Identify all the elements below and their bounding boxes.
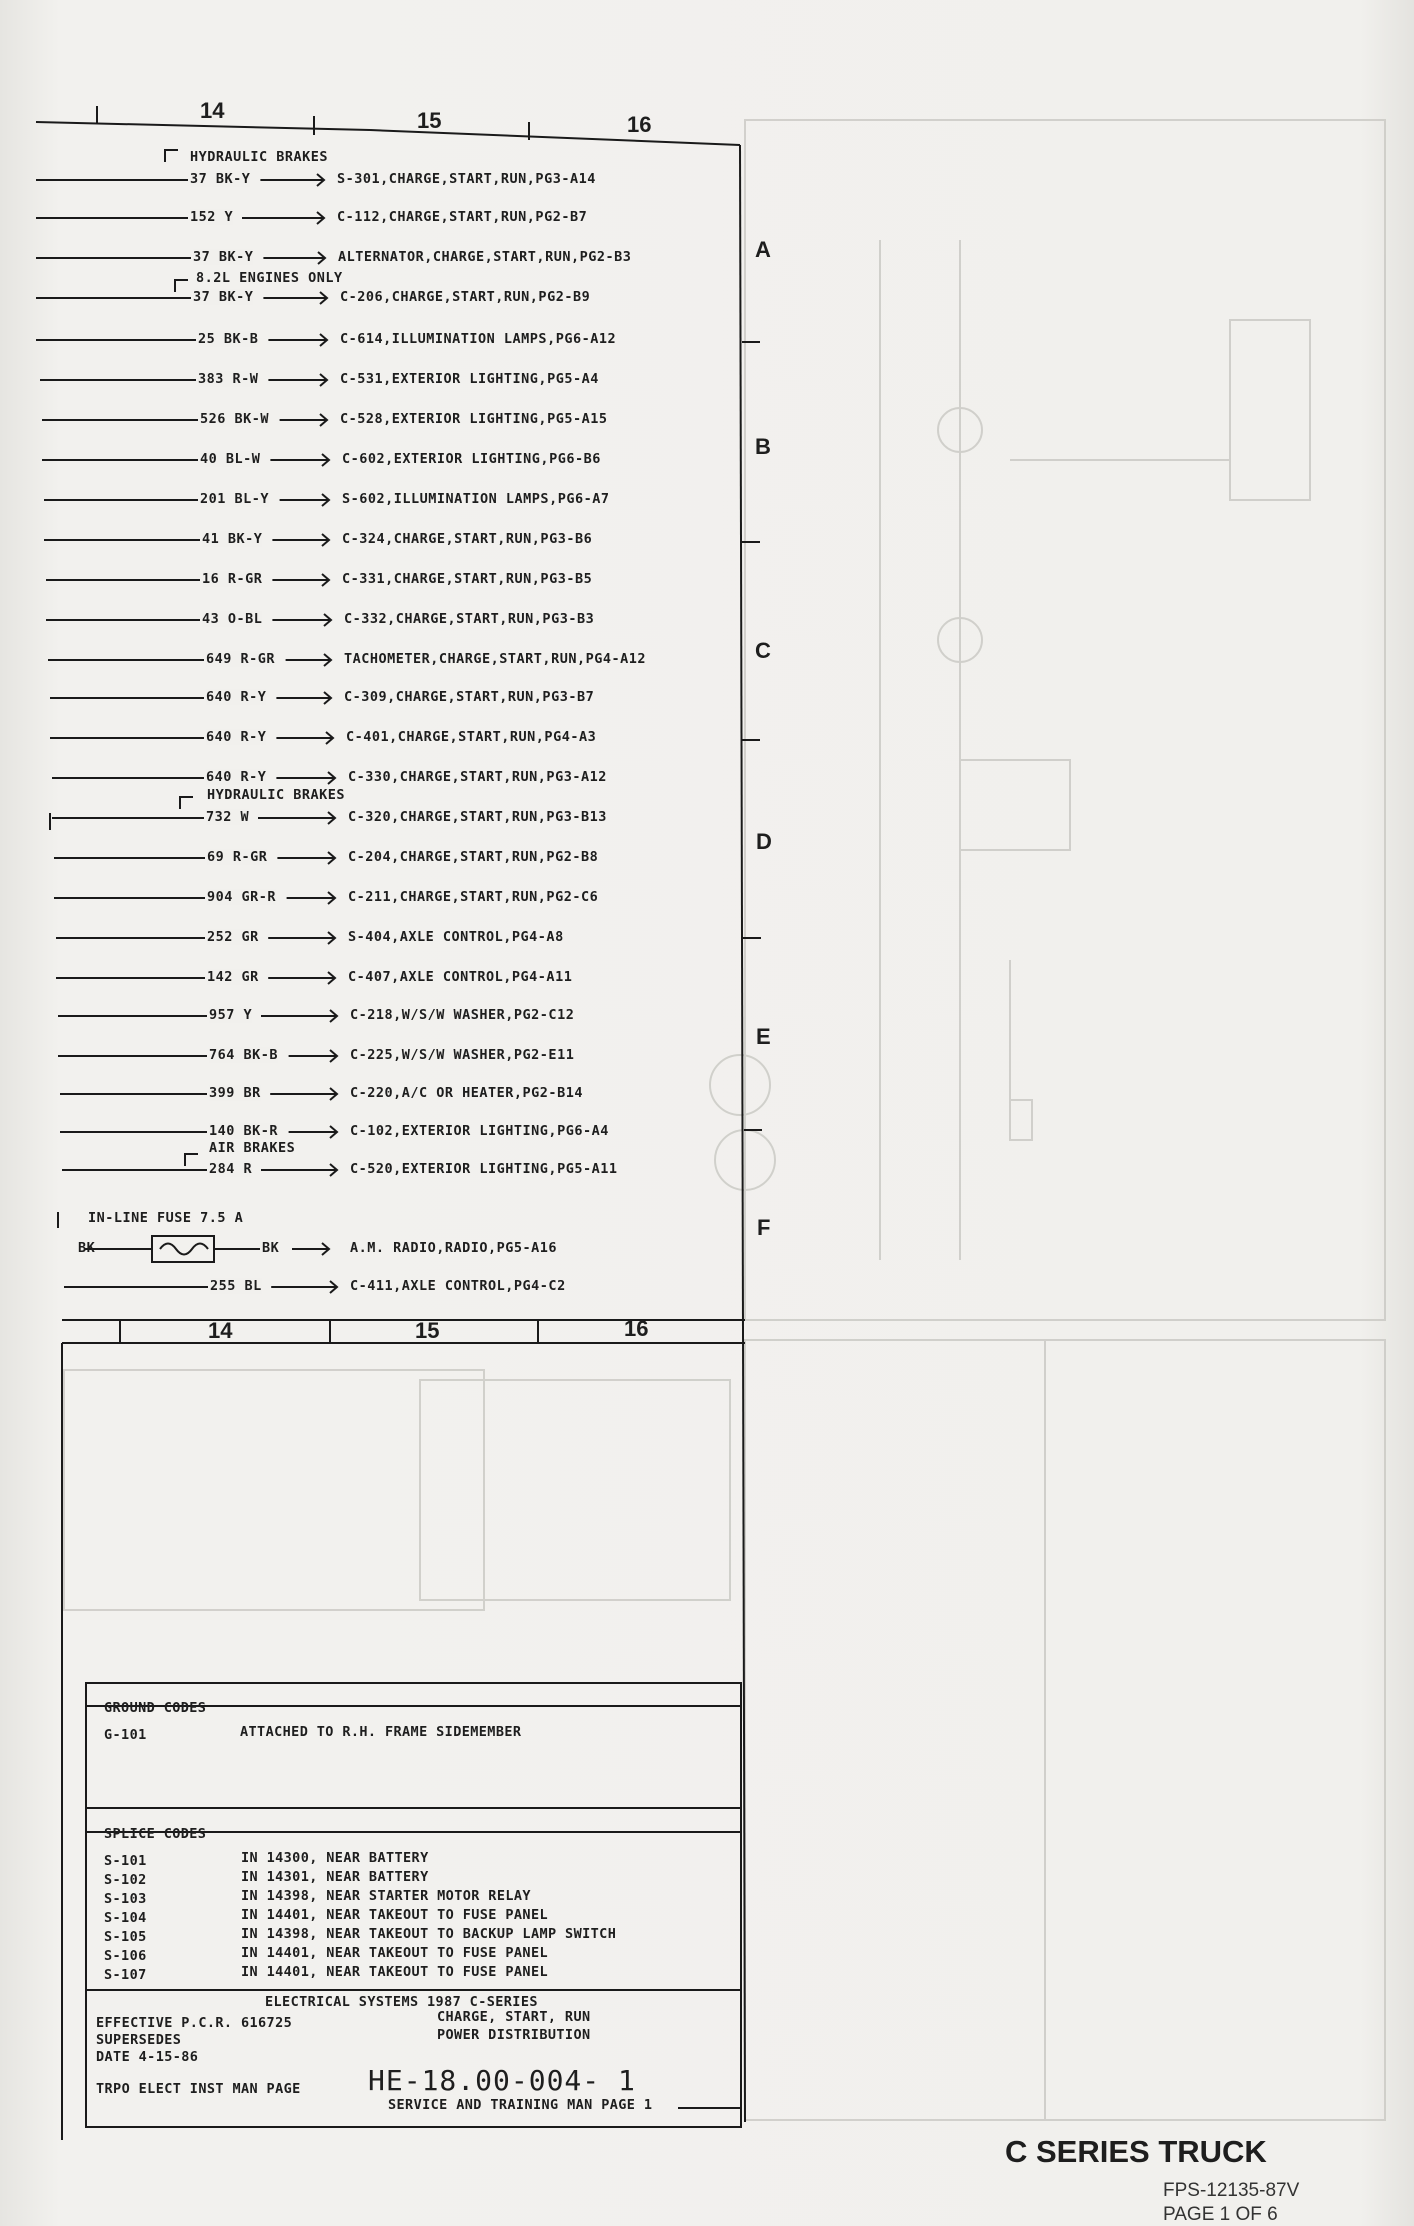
note-bracket — [180, 797, 193, 809]
wire-code: 43 O-BL — [202, 611, 263, 627]
circuit-destination: C-614,ILLUMINATION LAMPS,PG6-A12 — [340, 331, 617, 347]
splice-codes-title: SPLICE CODES — [104, 1826, 207, 1842]
circuit-destination: TACHOMETER,CHARGE,START,RUN,PG4-A12 — [344, 651, 646, 667]
subject-line-2: POWER DISTRIBUTION — [437, 2027, 591, 2043]
circuit-destination: C-401,CHARGE,START,RUN,PG4-A3 — [346, 729, 597, 745]
wire-code: 25 BK-B — [198, 331, 259, 347]
note-bracket — [175, 280, 188, 292]
wire-code: 640 R-Y — [206, 729, 267, 745]
wire-code: 255 BL — [210, 1278, 262, 1294]
splice-code: S-106 — [104, 1948, 147, 1964]
splice-code: S-104 — [104, 1910, 147, 1926]
splice-code-desc: IN 14401, NEAR TAKEOUT TO FUSE PANEL — [241, 1964, 548, 1980]
circuit-destination: C-320,CHARGE,START,RUN,PG3-B13 — [348, 809, 607, 825]
circuit-destination: C-411,AXLE CONTROL,PG4-C2 — [350, 1278, 566, 1294]
wire-code: 140 BK-R — [209, 1123, 279, 1139]
row-label: A — [755, 237, 771, 262]
circuit-destination: C-324,CHARGE,START,RUN,PG3-B6 — [342, 531, 593, 547]
splice-code-desc: IN 14398, NEAR TAKEOUT TO BACKUP LAMP SWITCH — [241, 1926, 617, 1942]
wire-code: 526 BK-W — [200, 411, 270, 427]
splice-code-desc: IN 14401, NEAR TAKEOUT TO FUSE PANEL — [241, 1907, 548, 1923]
note-bracket — [165, 150, 178, 162]
wire-code: 37 BK-Y — [193, 249, 254, 265]
splice-code-desc: IN 14300, NEAR BATTERY — [241, 1850, 429, 1866]
circuit-destination: C-528,EXTERIOR LIGHTING,PG5-A15 — [340, 411, 608, 427]
wire-code: 69 R-GR — [207, 849, 268, 865]
row-label: C — [755, 638, 771, 663]
page-number: HE-18.00-004- 1 — [368, 2064, 636, 2097]
row-label: B — [755, 434, 771, 459]
circuit-destination: C-602,EXTERIOR LIGHTING,PG6-B6 — [342, 451, 601, 467]
subject-line-1: CHARGE, START, RUN — [437, 2009, 591, 2025]
circuit-destination: C-309,CHARGE,START,RUN,PG3-B7 — [344, 689, 595, 705]
document-code: FPS-12135-87V — [1163, 2180, 1300, 2201]
supersedes: SUPERSEDES — [96, 2032, 182, 2048]
circuit-destination: C-332,CHARGE,START,RUN,PG3-B3 — [344, 611, 595, 627]
wire-code: 142 GR — [207, 969, 259, 985]
circuit-destination: C-331,CHARGE,START,RUN,PG3-B5 — [342, 571, 593, 587]
wire-code: 764 BK-B — [209, 1047, 279, 1063]
wire-code: 152 Y — [190, 209, 234, 225]
document-page: PAGE 1 OF 6 — [1163, 2204, 1278, 2225]
circuit-destination: C-204,CHARGE,START,RUN,PG2-B8 — [348, 849, 599, 865]
wire-code: 16 R-GR — [202, 571, 263, 587]
circuit-destination: C-407,AXLE CONTROL,PG4-A11 — [348, 969, 573, 985]
wire-code: 649 R-GR — [206, 651, 276, 667]
splice-code-desc: IN 14398, NEAR STARTER MOTOR RELAY — [241, 1888, 531, 1904]
wire-code: 640 R-Y — [206, 689, 267, 705]
wire-code: 41 BK-Y — [202, 531, 263, 547]
inline-fuse-symbol — [152, 1236, 214, 1262]
circuit-destination: ALTERNATOR,CHARGE,START,RUN,PG2-B3 — [338, 249, 632, 265]
title-block-header: ELECTRICAL SYSTEMS 1987 C-SERIES — [265, 1994, 538, 2010]
issue-date: DATE 4-15-86 — [96, 2049, 199, 2065]
splice-code: S-105 — [104, 1929, 147, 1945]
circuit-destination: C-206,CHARGE,START,RUN,PG2-B9 — [340, 289, 591, 305]
wire-code: 37 BK-Y — [193, 289, 254, 305]
row-label: D — [756, 829, 772, 854]
column-label-bottom: 14 — [208, 1318, 233, 1343]
ground-codes-title: GROUND CODES — [104, 1700, 207, 1716]
wire-code: 957 Y — [209, 1007, 253, 1023]
circuit-destination: C-531,EXTERIOR LIGHTING,PG5-A4 — [340, 371, 599, 387]
circuit-destination: C-218,W/S/W WASHER,PG2-C12 — [350, 1007, 575, 1023]
trpo-manual-label: TRPO ELECT INST MAN PAGE — [96, 2081, 301, 2097]
note-engines: 8.2L ENGINES ONLY — [196, 270, 343, 286]
row-label: F — [757, 1215, 771, 1240]
circuit-destination: S-602,ILLUMINATION LAMPS,PG6-A7 — [342, 491, 610, 507]
circuit-destination: S-404,AXLE CONTROL,PG4-A8 — [348, 929, 564, 945]
circuit-destination: A.M. RADIO,RADIO,PG5-A16 — [350, 1240, 558, 1256]
circuit-destination: S-301,CHARGE,START,RUN,PG3-A14 — [337, 171, 596, 187]
row-label: E — [756, 1024, 771, 1049]
wire-code: 252 GR — [207, 929, 259, 945]
note-hydraulic-brakes: HYDRAULIC BRAKES — [190, 149, 329, 165]
note-bracket — [185, 1154, 198, 1166]
splice-code: S-103 — [104, 1891, 147, 1907]
circuit-destination: C-520,EXTERIOR LIGHTING,PG5-A11 — [350, 1161, 618, 1177]
note-hydraulic-brakes: HYDRAULIC BRAKES — [207, 787, 346, 803]
wire-code: 201 BL-Y — [200, 491, 270, 507]
column-label-bottom: 15 — [415, 1318, 440, 1343]
wire-code: 732 W — [206, 809, 250, 825]
wire-code: 399 BR — [209, 1085, 261, 1101]
ground-code-desc: ATTACHED TO R.H. FRAME SIDEMEMBER — [240, 1724, 522, 1740]
splice-code-desc: IN 14301, NEAR BATTERY — [241, 1869, 429, 1885]
circuit-destination: C-102,EXTERIOR LIGHTING,PG6-A4 — [350, 1123, 609, 1139]
splice-code: S-102 — [104, 1872, 147, 1888]
circuit-destination: C-112,CHARGE,START,RUN,PG2-B7 — [337, 209, 588, 225]
wire-code: 640 R-Y — [206, 769, 267, 785]
service-manual-page: SERVICE AND TRAINING MAN PAGE 1 — [388, 2097, 653, 2113]
column-label-bottom: 16 — [624, 1316, 649, 1341]
fuse-wire-left: BK — [78, 1240, 96, 1256]
column-label-top: 14 — [200, 98, 225, 123]
wire-code: BK — [262, 1240, 280, 1256]
circuit-destination: C-211,CHARGE,START,RUN,PG2-C6 — [348, 889, 599, 905]
wire-code: 383 R-W — [198, 371, 259, 387]
ground-code: G-101 — [104, 1727, 147, 1743]
wire-code: 904 GR-R — [207, 889, 277, 905]
wire-code: 37 BK-Y — [190, 171, 251, 187]
circuit-destination: C-220,A/C OR HEATER,PG2-B14 — [350, 1085, 583, 1101]
circuit-destination: C-330,CHARGE,START,RUN,PG3-A12 — [348, 769, 607, 785]
wire-code: 284 R — [209, 1161, 253, 1177]
effective-pcr: EFFECTIVE P.C.R. 616725 — [96, 2015, 293, 2031]
column-label-top: 15 — [417, 108, 442, 133]
splice-code: S-107 — [104, 1967, 147, 1983]
document-title: C SERIES TRUCK — [1005, 2134, 1267, 2169]
wire-code: 40 BL-W — [200, 451, 261, 467]
circuit-destination: C-225,W/S/W WASHER,PG2-E11 — [350, 1047, 575, 1063]
splice-code: S-101 — [104, 1853, 147, 1869]
note-inline-fuse: IN-LINE FUSE 7.5 A — [88, 1210, 244, 1226]
column-label-top: 16 — [627, 112, 652, 137]
splice-code-desc: IN 14401, NEAR TAKEOUT TO FUSE PANEL — [241, 1945, 548, 1961]
note-air-brakes: AIR BRAKES — [209, 1140, 296, 1156]
